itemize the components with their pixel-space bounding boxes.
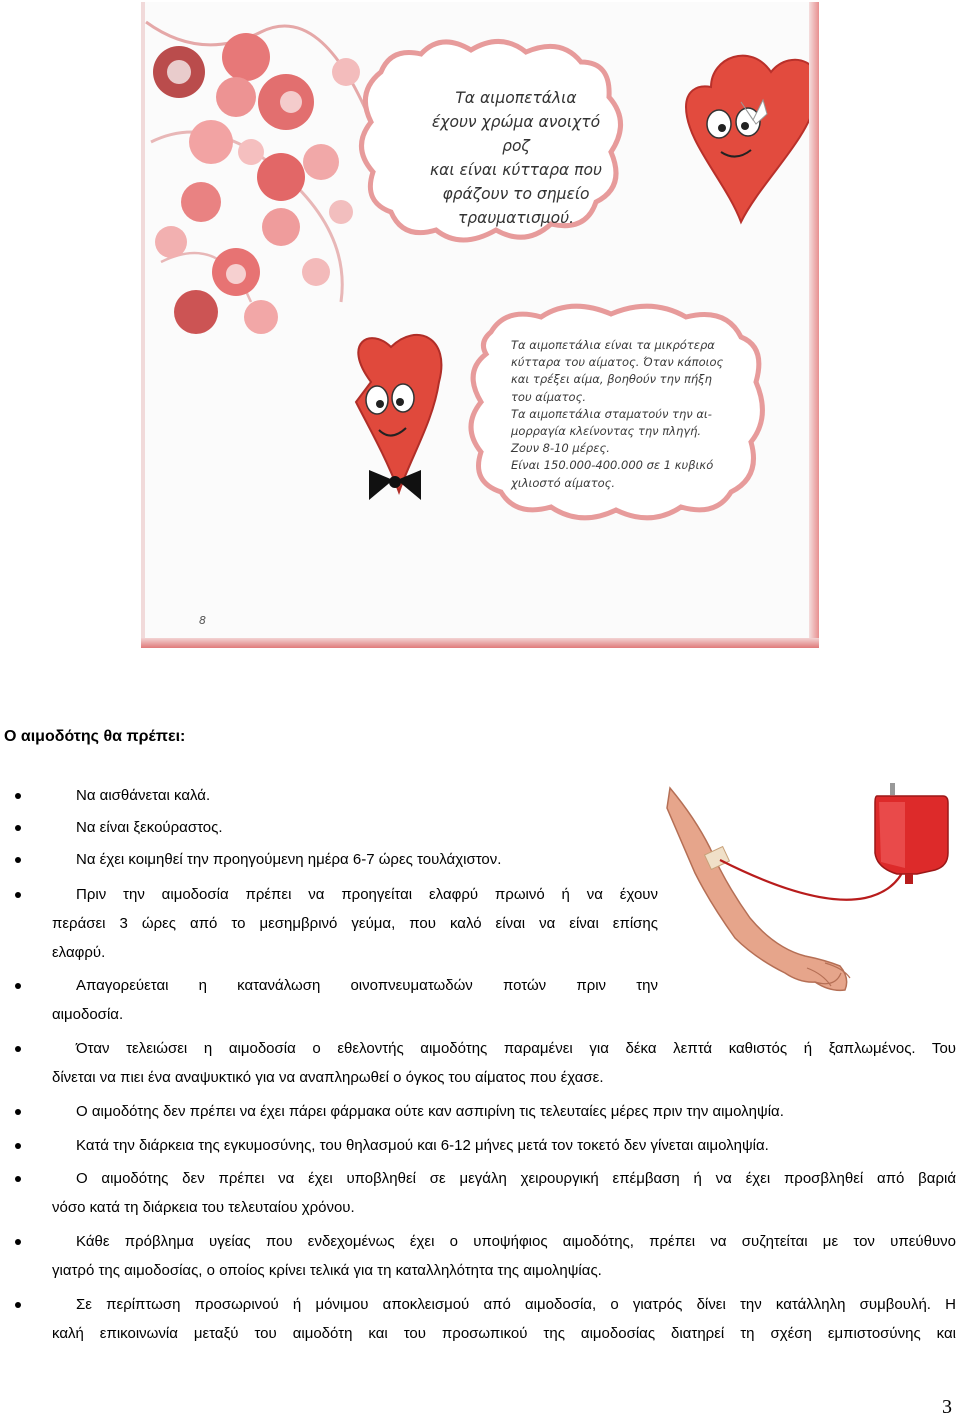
bullet-dot <box>15 892 21 898</box>
list-item-line: αιμοδοσία. <box>52 1006 124 1023</box>
bubble-2-text <box>511 337 751 492</box>
list-item-line: περάσει 3 ώρες από το μεσημβρινό γεύμα, που καλό είναι να είναι επίσης <box>52 915 658 932</box>
list-item-line: Απαγορεύεται η κατανάλωση οινοπνευματωδών ποτών πριν την <box>76 977 658 994</box>
list-item-line: Ο αιμοδότης δεν πρέπει να έχει υποβληθεί σε μεγάλη χειρουργική επέμβαση ή να έχει προσβληθεί από βαριά <box>76 1170 956 1187</box>
bullet-dot <box>15 1239 21 1245</box>
bubble-1-line: και είναι κύτταρα που <box>430 161 602 179</box>
list-item-line: νόσο κατά τη διάρκεια του τελευταίου χρόνου. <box>52 1199 355 1216</box>
heart-character-1 <box>686 56 819 222</box>
list-item: Ο αιμοδότης δεν πρέπει να έχει πάρει φάρμακα ούτε καν ασπιρίνη τις τελευταίες μέρες πριν την αιμοληψία. <box>76 1103 784 1120</box>
page-edge-bottom <box>141 638 819 648</box>
list-item-line: ελαφρύ. <box>52 944 106 961</box>
list-item-line: Πριν την αιμοδοσία πρέπει να προηγείται ελαφρύ πρωινό ή να έχουν <box>76 886 658 903</box>
list-item: Κατά την διάρκεια της εγκυμοσύνης, του θηλασμού και 6-12 μήνες μετά τον τοκετό δεν γίνεται αιμοληψία. <box>76 1137 769 1154</box>
bubble-1-line: Τα αιμοπετάλια <box>455 89 577 107</box>
bubble-2-line: Τα αιμοπετάλια σταματούν την αι- <box>511 406 712 421</box>
bubble-2-line: μορραγία κλείνοντας την πληγή. <box>511 424 702 439</box>
section-heading: Ο αιμοδότης θα πρέπει: <box>4 728 186 745</box>
bubble-2-line: χιλιοστό αίματος. <box>511 475 616 490</box>
bullet-dot <box>15 1109 21 1115</box>
cartoon-illustration <box>141 2 819 648</box>
bullet-dot <box>15 983 21 989</box>
blood-donation-illustration <box>665 778 960 1008</box>
list-item-line: Όταν τελειώσει η αιμοδοσία ο εθελοντής αιμοδότης παραμένει για δέκα λεπτά καθιστός ή ξαπλωμένος. Του <box>76 1040 956 1057</box>
bullet-dot <box>15 1302 21 1308</box>
bubble-2-line: Είναι 150.000-400.000 σε 1 κυβικό <box>511 458 714 473</box>
list-item: Να είναι ξεκούραστος. <box>76 819 223 836</box>
heart-character-2 <box>356 335 441 500</box>
bullet-dot <box>15 857 21 863</box>
bubble-1-line: φράζουν το σημείο <box>442 185 590 203</box>
bubble-2-line: και τρέξει αίμα, βοηθούν την πήξη <box>511 372 712 387</box>
bubble-2-line: του αίματος. <box>511 389 587 404</box>
list-item-line: δίνεται να πιει ένα αναψυκτικό για να αναπληρωθεί ο όγκος του αίματος που έχασε. <box>52 1069 604 1086</box>
list-item: Να αισθάνεται καλά. <box>76 787 211 804</box>
bubble-2-line: κύτταρα του αίματος. Όταν κάποιος <box>511 355 724 370</box>
page-number: 3 <box>942 1396 952 1418</box>
list-item-line: Σε περίπτωση προσωρινού ή μόνιμου αποκλεισμού από αιμοδοσία, ο γιατρός δίνει την κατάλληλη συμβουλή. Η <box>76 1296 956 1313</box>
blood-cells-cluster <box>146 22 381 334</box>
bubble-2-line: Ζουν 8-10 μέρες. <box>511 441 610 456</box>
arm-and-blood-bag-icon <box>665 778 960 1008</box>
list-item: Να έχει κοιμηθεί την προηγούμενη ημέρα 6-7 ώρες τουλάχιστον. <box>76 851 502 868</box>
list-item-line: καλή επικοινωνία μεταξύ του αιμοδότη και του προσωπικού της αιμοδοσίας διατηρεί τη σχέση εμπιστοσύνης και <box>52 1325 956 1342</box>
bubble-1-text <box>426 86 606 230</box>
illustration-page-mark: 8 <box>199 614 206 627</box>
bullet-dot <box>15 1143 21 1149</box>
bubble-2-line: Τα αιμοπετάλια είναι τα μικρότερα <box>511 338 715 352</box>
list-item-line: γιατρό της αιμοδοσίας, ο οποίος κρίνει τελικά για τη καταλληλότητα της αιμοληψίας. <box>52 1262 602 1279</box>
bubble-1-line: τραυματισμού. <box>457 209 575 227</box>
list-item-line: Κάθε πρόβλημα υγείας που ενδεχομένως έχει ο υποψήφιος αιμοδότης, πρέπει να συζητείται με τον υπεύθυνο <box>76 1233 956 1250</box>
bullet-dot <box>15 1046 21 1052</box>
page-edge-left <box>141 2 145 648</box>
bullet-dot <box>15 793 21 799</box>
bullet-dot <box>15 825 21 831</box>
bullet-dot <box>15 1176 21 1182</box>
bubble-1-line: έχουν χρώμα ανοιχτό ροζ <box>431 113 601 155</box>
page-edge-right <box>809 2 819 648</box>
